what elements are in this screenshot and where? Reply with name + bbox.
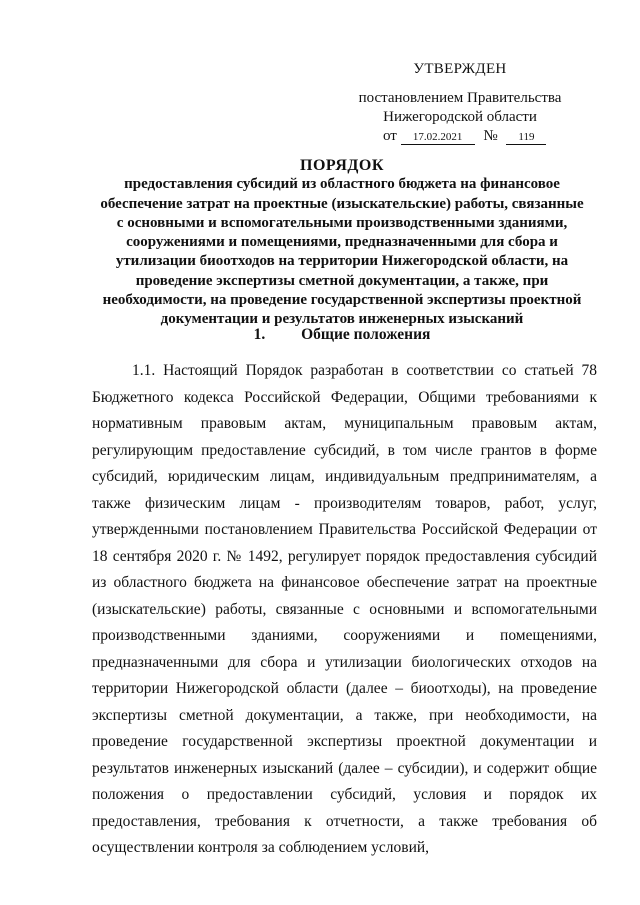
title-line: утилизации биоотходов на территории Нижегородской области, на	[115, 253, 569, 270]
title-line: с основными и вспомогательными производственными зданиями,	[116, 214, 568, 231]
approval-date-row	[355, 127, 565, 146]
title-line: документации и результатов инженерных изысканий	[160, 311, 524, 328]
number-sign: №	[483, 128, 498, 144]
approval-line-1: постановлением Правительства	[358, 90, 562, 106]
title-line: необходимости, на проведение государственной экспертизы проектной	[102, 292, 582, 309]
title-line: предоставления субсидий из областного бюджета на финансовое	[124, 176, 560, 193]
approval-date: 17.02.2021	[401, 131, 475, 145]
title-line: обеспечение затрат на проектные (изыскательские) работы, связанные	[100, 195, 584, 212]
from-label: от	[383, 128, 397, 144]
approval-number: 119	[506, 131, 546, 145]
approval-line-2: Нижегородской области	[383, 109, 537, 125]
paragraph-1-1: 1.1. Настоящий Порядок разработан в соответствии со статьей 78 Бюджетного кодекса Российской Федерации, Общими требованиями к нормативным правовым актам, муниципальным правовым актам, регулирующим предоставление субсидий, в том числе грантов в форме субсидий, юридическим лицам, индивидуальным предпринимателям, а также физическим лицам - производителям товаров, работ, услуг, утвержденными постановлением Правительства Российской Федерации от 18 сентября 2020 г. № 1492, регулирует порядок предоставления субсидий из областного бюджета на финансовое обеспечение затрат на проектные (изыскательские) работы, связанные с основными и вспомогательными производственными зданиями, сооружениями и помещениями, предназначенными для сбора и утилизации биологических отходов на территории Нижегородской области (далее – биоотходы), на проведение экспертизы сметной документации, а также, при необходимости, на проведение государственной экспертизы проектной документации и результатов инженерных изысканий (далее – субсидии), и содержит общие положения о предоставлении субсидий, условия и порядок их предоставления, требования к отчетности, а также требования об осуществлении контроля за соблюдением условий,	[92, 362, 597, 856]
title-line: сооружениями и помещениями, предназначенными для сбора и	[126, 234, 558, 251]
approval-block	[355, 60, 565, 146]
title-line: проведение экспертизы сметной документации, а также, при	[135, 272, 549, 289]
section-heading	[100, 325, 584, 344]
document-title	[100, 156, 584, 330]
title-head: ПОРЯДОК	[300, 157, 384, 174]
section-number: 1.	[253, 326, 266, 343]
approval-stamp: УТВЕРЖДЕН	[413, 61, 507, 77]
section-title: Общие положения	[301, 326, 431, 343]
